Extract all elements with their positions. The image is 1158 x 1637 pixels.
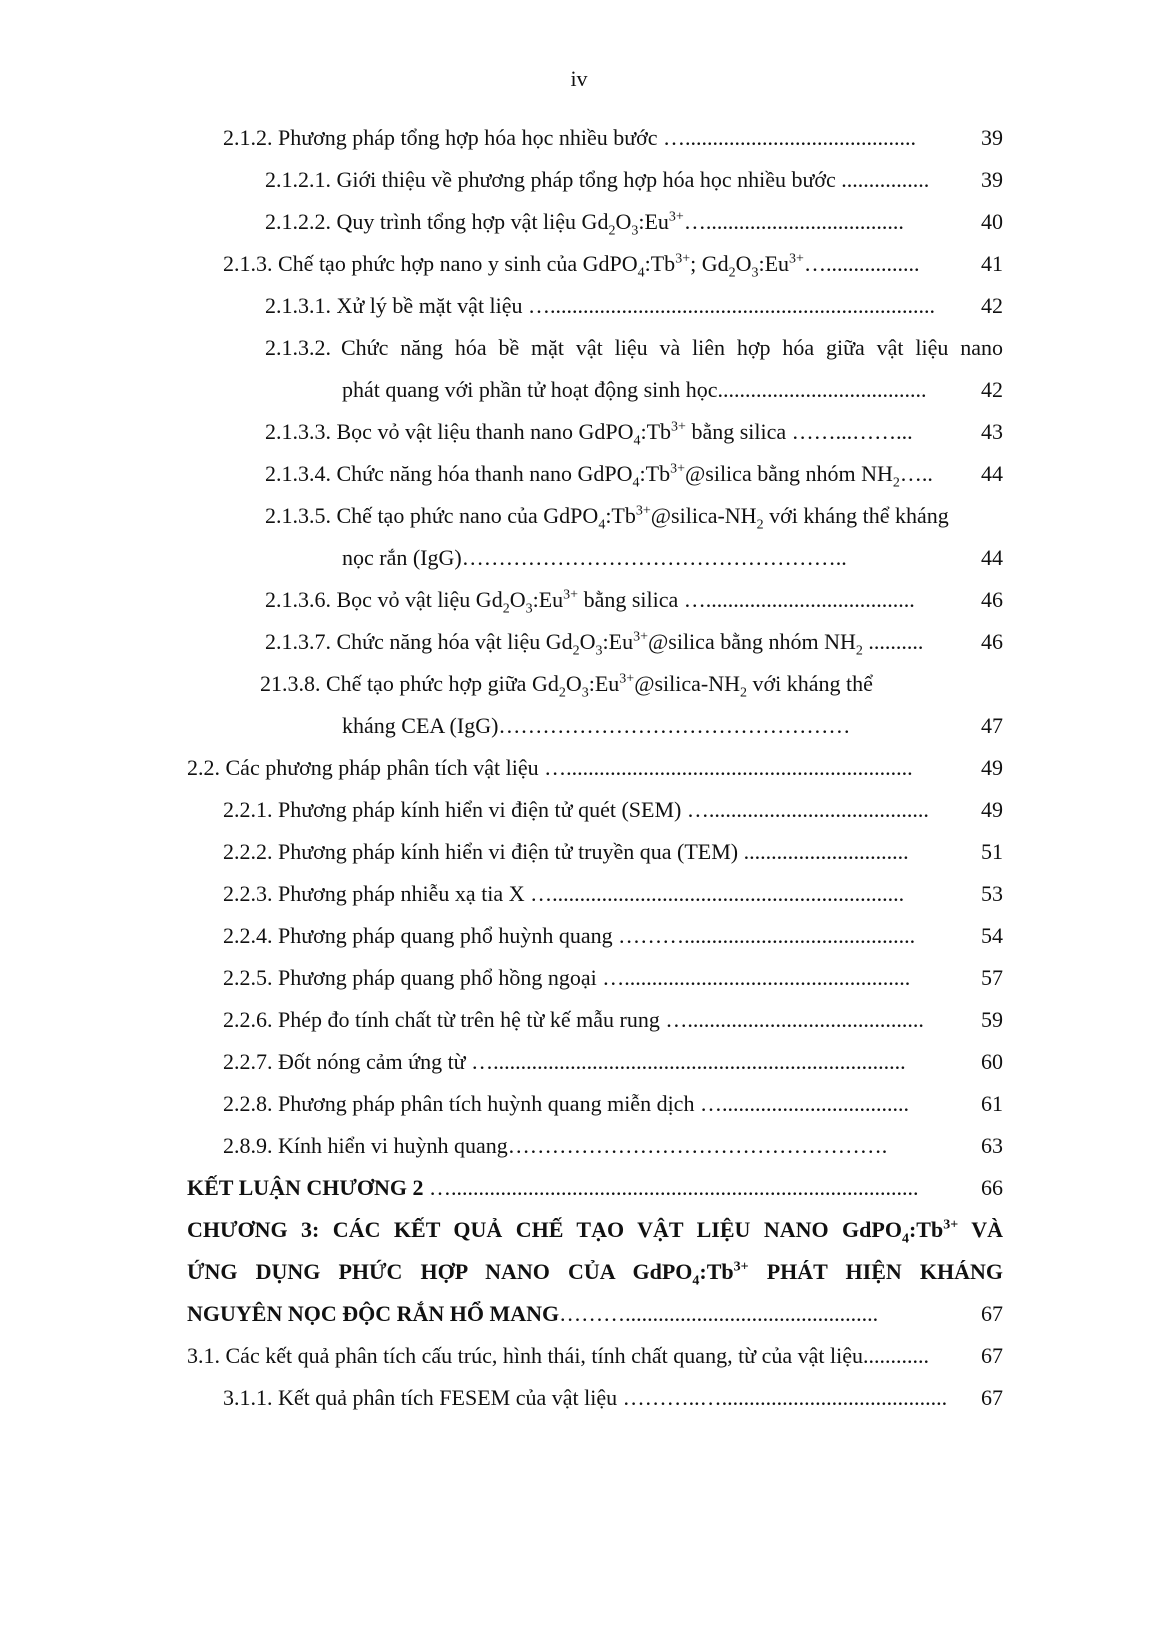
page-ref: 53 bbox=[981, 881, 1003, 906]
toc-entry[interactable]: 2.2.4. Phương pháp quang phổ huỳnh quang ……….......................................... 54 bbox=[223, 921, 1003, 951]
toc-entry[interactable]: 2.2.3. Phương pháp nhiễu xạ tia X …................................................................ 53 bbox=[223, 879, 1003, 909]
toc-entry[interactable]: 2.2. Các phương pháp phân tích vật liệu …............................................................... 49 bbox=[187, 753, 1003, 783]
page-ref: 66 bbox=[981, 1175, 1003, 1200]
page-ref: 46 bbox=[981, 587, 1003, 612]
page-ref: 44 bbox=[981, 461, 1003, 486]
toc-entry[interactable]: 2.2.1. Phương pháp kính hiển vi điện tử quét (SEM) …........................................ 49 bbox=[223, 795, 1003, 825]
toc-entry[interactable]: 2.1.2.1. Giới thiệu về phương pháp tổng hợp hóa học nhiều bước ................ 39 bbox=[265, 165, 1003, 195]
page-ref: 60 bbox=[981, 1049, 1003, 1074]
toc-entry[interactable]: 21.3.8. Chế tạo phức hợp giữa $Gd_2O_3:Eu^{3+}@silica-NH_2$ với kháng thể bbox=[260, 671, 873, 701]
page-number: iv bbox=[570, 66, 588, 91]
toc-entry[interactable]: 3.1. Các kết quả phân tích cấu trúc, hình thái, tính chất quang, từ của vật liệu............ 67 bbox=[187, 1341, 1003, 1371]
toc-entry-chapter-continuation[interactable]: NGUYÊN NỌC ĐỘC RẮN HỔ MANG……….............................................. 67 bbox=[187, 1299, 1003, 1329]
toc-entry-chapter-continuation[interactable]: ỨNG DỤNG PHỨC HỢP NANO CỦA $GdPO_4:Tb^{3+}$ PHÁT HIỆN KHÁNG bbox=[187, 1259, 1004, 1289]
toc-entry[interactable]: 2.2.8. Phương pháp phân tích huỳnh quang miễn dịch ….................................. 61 bbox=[223, 1089, 1003, 1119]
toc-entry[interactable]: 2.8.9. Kính hiển vi huỳnh quang……………………………………………. 63 bbox=[223, 1131, 1003, 1161]
toc-entry[interactable]: 2.1.3.7. Chức năng hóa vật liệu $Gd_2O_3:Eu^{3+}@silica$ bằng nhóm $NH_2$ .......... 46 bbox=[265, 629, 1003, 659]
toc-entry-chapter-conclusion[interactable]: KẾT LUẬN CHƯƠNG 2 …..................................................................................... 66 bbox=[187, 1173, 1003, 1203]
toc-entry[interactable]: 2.1.3.3. Bọc vỏ vật liệu thanh nano $GdPO_4:Tb^{3+}$ bằng silica ……...……... 43 bbox=[265, 419, 1003, 449]
page-ref: 40 bbox=[981, 209, 1003, 234]
page-ref: 43 bbox=[981, 419, 1003, 444]
toc-entry[interactable]: 2.2.7. Đốt nóng cảm ứng từ …........................................................................... 60 bbox=[223, 1047, 1003, 1077]
page-ref: 42 bbox=[981, 377, 1003, 402]
toc-entry[interactable]: 2.1.3.4. Chức năng hóa thanh nano $GdPO_4:Tb^{3+}@silica$ bằng nhóm $NH_2\dots$.. 44 bbox=[265, 461, 1003, 491]
toc-entry[interactable]: 2.1.3. Chế tạo phức hợp nano y sinh của $GdPO_4:Tb^{3+}$; $Gd_2O_3:Eu^{3+}\dots$................. 41 bbox=[223, 251, 1003, 281]
page-ref: 41 bbox=[981, 251, 1003, 276]
toc-entry[interactable]: 2.1.2. Phương pháp tổng hợp hóa học nhiều bước ….......................................... 39 bbox=[223, 123, 1003, 153]
page-ref: 54 bbox=[981, 923, 1003, 948]
page-ref: 39 bbox=[981, 125, 1003, 150]
page-ref: 61 bbox=[981, 1091, 1003, 1116]
toc-entry-chapter[interactable]: CHƯƠNG 3: CÁC KẾT QUẢ CHẾ TẠO VẬT LIỆU NANO $GdPO_4:Tb^{3+}$ VÀ bbox=[187, 1217, 1003, 1247]
toc-entry[interactable]: 2.1.3.2. Chức năng hóa bề mặt vật liệu và liên hợp hóa giữa vật liệu nano bbox=[265, 335, 1003, 360]
toc-entry[interactable]: 2.1.3.5. Chế tạo phức nano của $GdPO_4:Tb^{3+}@silica-NH_2$ với kháng thể kháng bbox=[265, 503, 949, 533]
toc-entry-continuation[interactable]: nọc rắn (IgG)…………………………………………….. 44 bbox=[342, 543, 1003, 573]
page-ref: 47 bbox=[981, 713, 1003, 738]
toc-entry[interactable]: 2.2.2. Phương pháp kính hiển vi điện tử truyền qua (TEM) .............................. 51 bbox=[223, 837, 1003, 867]
toc-entry[interactable]: 2.1.3.1. Xử lý bề mặt vật liệu …...................................................................... 42 bbox=[265, 291, 1003, 321]
page-ref: 44 bbox=[981, 545, 1003, 570]
toc-entry[interactable]: 2.1.2.2. Quy trình tổng hợp vật liệu $Gd_2O_3:Eu^{3+}\dots$.................................... 40 bbox=[265, 209, 1003, 239]
page-ref: 59 bbox=[981, 1007, 1003, 1032]
toc-entry[interactable]: 3.1.1. Kết quả phân tích FESEM của vật liệu ………..…......................................... 67 bbox=[223, 1383, 1003, 1413]
page-ref: 46 bbox=[981, 629, 1003, 654]
page-ref: 57 bbox=[981, 965, 1003, 990]
page-ref: 67 bbox=[981, 1301, 1003, 1326]
page-ref: 63 bbox=[981, 1133, 1003, 1158]
toc-entry-continuation[interactable]: phát quang với phần tử hoạt động sinh học...................................... 42 bbox=[342, 375, 1003, 405]
page-ref: 67 bbox=[981, 1385, 1003, 1410]
page-ref: 42 bbox=[981, 293, 1003, 318]
page-ref: 49 bbox=[981, 755, 1003, 780]
page-ref: 51 bbox=[981, 839, 1003, 864]
page-ref: 39 bbox=[981, 167, 1003, 192]
page-ref: 49 bbox=[981, 797, 1003, 822]
toc-entry[interactable]: 2.2.6. Phép đo tính chất từ trên hệ từ kế mẫu rung …........................................... 59 bbox=[223, 1005, 1003, 1035]
toc-entry[interactable]: 2.2.5. Phương pháp quang phổ hồng ngoại ….................................................... 57 bbox=[223, 963, 1003, 993]
page-ref: 67 bbox=[981, 1343, 1003, 1368]
toc-entry-continuation[interactable]: kháng CEA (IgG)………………………………………… 47 bbox=[342, 711, 1003, 741]
toc-entry[interactable]: 2.1.3.6. Bọc vỏ vật liệu $Gd_2O_3:Eu^{3+}$ bằng silica …...................................... 46 bbox=[265, 587, 1003, 617]
